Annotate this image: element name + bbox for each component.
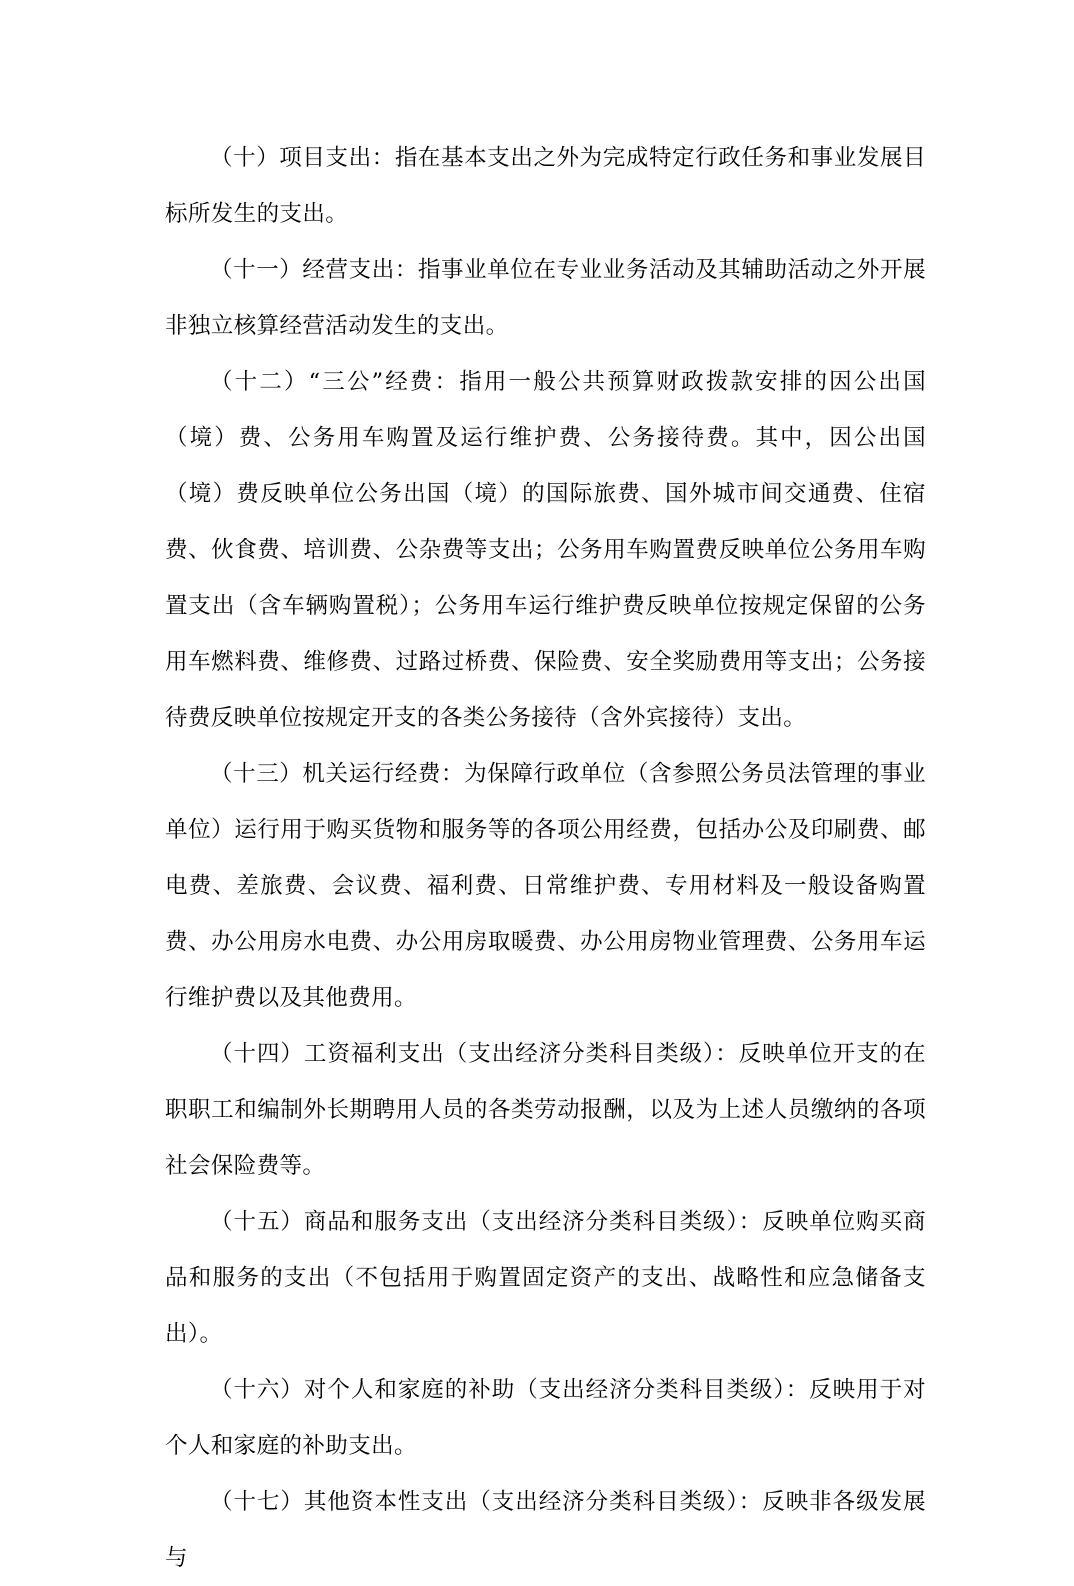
paragraph-item-shang-pin-he-fu-wu-zhi-chu: （十五）商品和服务支出（支出经济分类科目类级）：反映单位购买商品和服务的支出（不包括用于购置固定资产的支出、战略性和应急储备支出）。 bbox=[165, 1209, 926, 1347]
document-body bbox=[165, 130, 926, 1586]
paragraph-item-xiang-mu-zhi-chu: （十）项目支出：指在基本支出之外为完成特定行政任务和事业发展目标所发生的支出。 bbox=[165, 145, 926, 227]
paragraph-item-san-gong-jing-fei: （十二）“三公”经费：指用一般公共预算财政拨款安排的因公出国（境）费、公务用车购置及运行维护费、公务接待费。其中，因公出国（境）费反映单位公务出国（境）的国际旅费、国外城市间交通费、住宿费、伙食费、培训费、公杂费等支出；公务用车购置费反映单位公务用车购置支出（含车辆购置税）；公务用车运行维护费反映单位按规定保留的公务用车燃料费、维修费、过路过桥费、保险费、安全奖励费用等支出；公务接待费反映单位按规定开支的各类公务接待（含外宾接待）支出。 bbox=[165, 369, 926, 731]
paragraph-item-gong-zi-fu-li-zhi-chu: （十四）工资福利支出（支出经济分类科目类级）：反映单位开支的在职职工和编制外长期聘用人员的各类劳动报酬，以及为上述人员缴纳的各项社会保险费等。 bbox=[165, 1041, 926, 1179]
paragraph-item-jing-ying-zhi-chu: （十一）经营支出：指事业单位在专业业务活动及其辅助活动之外开展非独立核算经营活动发生的支出。 bbox=[165, 257, 926, 339]
paragraph-item-qi-ta-zi-ben-xing-zhi-chu: （十七）其他资本性支出（支出经济分类科目类级）：反映非各级发展与 bbox=[165, 1489, 926, 1571]
paragraph-item-ji-guan-yun-xing-jing-fei: （十三）机关运行经费：为保障行政单位（含参照公务员法管理的事业单位）运行用于购买货物和服务等的各项公用经费，包括办公及印刷费、邮电费、差旅费、会议费、福利费、日常维护费、专用材料及一般设备购置费、办公用房水电费、办公用房取暖费、办公用房物业管理费、公务用车运行维护费以及其他费用。 bbox=[165, 761, 926, 1011]
paragraph-item-dui-ge-ren-he-jia-ting-de-bu-zhu: （十六）对个人和家庭的补助（支出经济分类科目类级）：反映用于对个人和家庭的补助支出。 bbox=[165, 1377, 926, 1459]
